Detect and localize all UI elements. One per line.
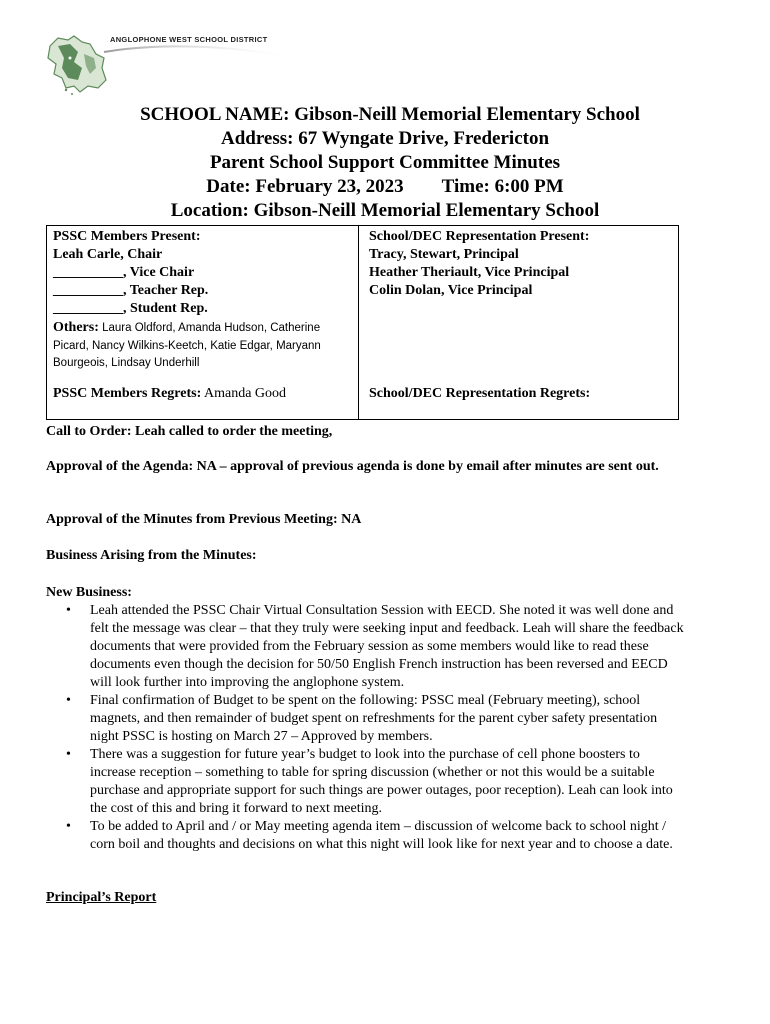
bullet-icon: • [66,819,71,834]
date-time-line [20,175,750,199]
call-to-order: Call to Order: Leah called to order the meeting, [46,424,333,439]
bullet-icon: • [66,693,71,708]
new-business-heading: New Business: [46,585,132,600]
list-item [46,746,686,818]
others-present [53,319,352,373]
pssc-regrets [53,386,286,402]
pssc-members-column [47,226,359,419]
list-item-text: Final confirmation of Budget to be spent on the following: PSSC meal (February meeting), school magnets, and then remainder of budget spent on refreshments for the parent cyber safety presentation night PSSC is hosting on March 27 – Approved by members. [90,693,658,744]
others-label: Others: [53,320,99,335]
approval-of-minutes: Approval of the Minutes from Previous Meeting: NA [46,512,362,527]
others-value: Laura Oldford, Amanda Hudson, Catherine Picard, Nancy Wilkins-Keetch, Katie Edgar, Maryann Bourgeois, Lindsay Underhill [53,322,321,369]
list-item-text: To be added to April and / or May meeting agenda item – discussion of welcome back to school night / corn boil and thoughts and decisions on what this night will look like for next year and to choose a date. [90,819,673,852]
dec-member-line: Heather Theriault, Vice Principal [369,265,570,280]
meeting-location: Location: Gibson-Neill Memorial Elementary School [170,200,600,221]
committee-title: Parent School Support Committee Minutes [209,152,561,173]
member-line: __________, Vice Chair [53,265,195,280]
member-line: __________, Student Rep. [53,301,208,316]
dec-member-line: Tracy, Stewart, Principal [369,247,519,262]
new-business-section [46,584,686,854]
dec-regrets-label: School/DEC Representation Regrets: [369,386,591,401]
member-line: __________, Teacher Rep. [53,283,209,298]
meeting-date: Date: February 23, 2023 [206,176,404,197]
school-name: SCHOOL NAME: Gibson-Neill Memorial Elementary School [140,104,640,125]
dec-present-heading: School/DEC Representation Present: [369,229,590,244]
principals-report-heading: Principal’s Report [46,890,157,905]
list-item-text: Leah attended the PSSC Chair Virtual Consultation Session with EECD. She noted it was well done and felt the message was clear – that they truly were seeking input and feedback. Leah will share the feedback documents that were provided from the February session as some members would like to read these documents even though the decision for 50/50 English French instruction has been reversed and EECD will look further into improving the anglophone system. [90,603,684,690]
pssc-regrets-value: Amanda Good [204,386,287,401]
list-item-text: There was a suggestion for future year’s budget to look into the purchase of cell phone boosters to increase reception – something to table for spring discussion (whether or not this would be a suitable purchase and appropriate support for such things are power outages, poor reception). Leah can look into the cost of this and bring it forward to next meeting. [90,747,673,816]
bullet-icon: • [66,603,71,618]
attendance-table [46,225,679,420]
pssc-present-heading: PSSC Members Present: [53,229,201,244]
member-line: Leah Carle, Chair [53,247,163,262]
dec-member-line: Colin Dolan, Vice Principal [369,283,533,298]
school-dec-column [359,226,678,419]
title-block [20,103,750,223]
list-item [46,818,686,854]
pssc-regrets-label: PSSC Members Regrets: [53,386,202,401]
address: Address: 67 Wyngate Drive, Fredericton [220,128,550,149]
business-arising: Business Arising from the Minutes: [46,548,257,563]
approval-of-agenda: Approval of the Agenda: NA – approval of previous agenda is done by email after minutes are sent out. [46,459,659,474]
bullet-icon: • [66,747,71,762]
meeting-time: Time: 6:00 PM [441,176,564,197]
list-item [46,692,686,746]
new-business-list [46,602,686,854]
list-item [46,602,686,692]
district-name: ANGLOPHONE WEST SCHOOL DISTRICT [110,35,268,44]
